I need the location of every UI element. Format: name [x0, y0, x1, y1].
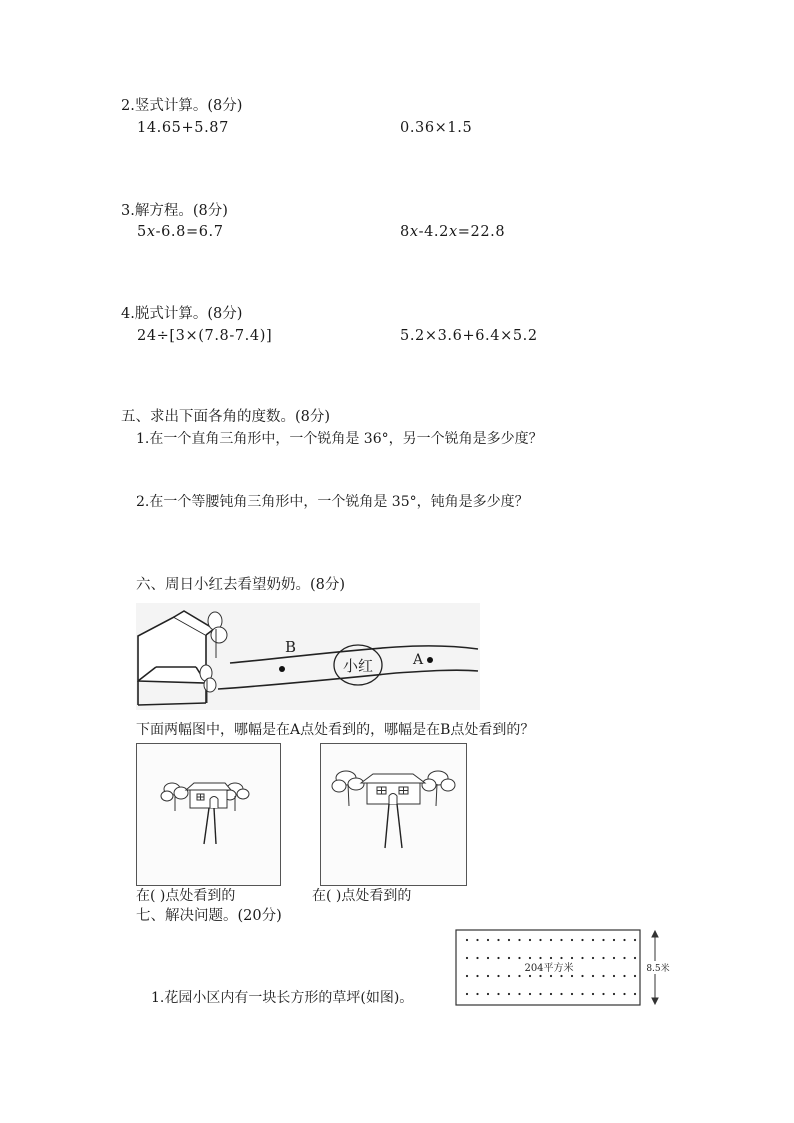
lawn-dot — [623, 993, 625, 995]
section6-question: 下面两幅图中，哪幅是在A点处看到的，哪幅是在B点处看到的？ — [136, 722, 535, 738]
lawn-dot — [476, 993, 478, 995]
tree-icon — [332, 771, 364, 806]
lawn-dot — [497, 939, 499, 941]
q3-title: 3.解方程。(8分) — [121, 203, 228, 219]
lawn-dot — [539, 993, 541, 995]
lawn-dot — [581, 939, 583, 941]
lawn-dot — [613, 993, 615, 995]
lawn-dot — [602, 939, 604, 941]
lawn-dot — [476, 957, 478, 959]
lawn-dot — [466, 993, 468, 995]
answer-blank-1[interactable]: 在( )点处看到的 — [136, 888, 236, 904]
section5-problem-1: 1.在一个直角三角形中，一个锐角是 36°，另一个锐角是多少度？ — [136, 431, 543, 447]
lawn-dot — [581, 957, 583, 959]
lawn-dot — [497, 993, 499, 995]
house-icon — [186, 783, 231, 808]
lawn-dot — [571, 993, 573, 995]
lawn-dot — [571, 957, 573, 959]
q3-equation-a: 5x-6.8=6.7 — [137, 224, 224, 240]
lawn-dot — [550, 975, 552, 977]
q2-expression-b: 0.36×1.5 — [400, 120, 473, 136]
q4-expression-b: 5.2×3.6+6.4×5.2 — [400, 328, 538, 344]
lawn-dot — [581, 975, 583, 977]
q3-equation-b: 8x-4.2x=22.8 — [400, 224, 506, 240]
view-picture-1 — [136, 743, 281, 886]
lawn-width-label: 8.5米 — [646, 964, 670, 974]
lawn-dot — [497, 975, 499, 977]
lawn-dot — [487, 993, 489, 995]
lawn-dot — [560, 939, 562, 941]
lawn-dot — [476, 939, 478, 941]
section6-title: 六、周日小红去看望奶奶。(8分) — [136, 577, 346, 593]
lawn-dot — [508, 957, 510, 959]
point-b-dot — [279, 666, 285, 672]
route-map-figure — [136, 603, 480, 710]
lawn-dot — [613, 975, 615, 977]
lawn-dot — [539, 975, 541, 977]
lawn-dot — [592, 939, 594, 941]
lawn-dot — [550, 993, 552, 995]
point-b-label: B — [285, 638, 297, 656]
lawn-dot — [571, 975, 573, 977]
lawn-dot — [602, 957, 604, 959]
lawn-dot — [518, 957, 520, 959]
lawn-dot — [487, 957, 489, 959]
lawn-dot — [560, 957, 562, 959]
lawn-dot — [613, 939, 615, 941]
lawn-dot — [508, 975, 510, 977]
lawn-dot — [476, 975, 478, 977]
lawn-dot — [539, 957, 541, 959]
house-icon — [361, 774, 425, 804]
lawn-dot — [466, 939, 468, 941]
lawn-dot — [529, 957, 531, 959]
section5-title: 五、求出下面各角的度数。(8分) — [121, 409, 331, 425]
lawn-dot — [592, 993, 594, 995]
lawn-dot — [518, 975, 520, 977]
lawn-dot — [466, 975, 468, 977]
lawn-dot — [550, 957, 552, 959]
q4-title: 4.脱式计算。(8分) — [121, 306, 243, 322]
lawn-dot — [571, 939, 573, 941]
lawn-dot — [634, 993, 636, 995]
lawn-dot — [560, 993, 562, 995]
lawn-dot — [581, 993, 583, 995]
view-picture-2 — [320, 743, 467, 886]
lawn-dot — [602, 993, 604, 995]
section5-problem-2: 2.在一个等腰钝角三角形中，一个锐角是 35°，钝角是多少度？ — [136, 494, 529, 510]
xiaohong-label: 小红 — [342, 657, 374, 675]
lawn-dot — [529, 939, 531, 941]
lawn-dot — [508, 993, 510, 995]
lawn-dot — [508, 939, 510, 941]
lawn-dot — [518, 993, 520, 995]
lawn-area-label: 204平方米 — [524, 963, 574, 974]
lawn-dot — [529, 975, 531, 977]
lawn-dot — [623, 939, 625, 941]
answer-blank-2[interactable]: 在( )点处看到的 — [312, 888, 412, 904]
q4-expression-a: 24÷[3×(7.8-7.4)] — [137, 328, 273, 344]
lawn-dot — [518, 939, 520, 941]
tree-icon — [422, 771, 455, 806]
lawn-dot — [623, 957, 625, 959]
lawn-dot — [466, 957, 468, 959]
point-a-dot — [427, 657, 433, 663]
lawn-dot — [487, 939, 489, 941]
lawn-dot — [497, 957, 499, 959]
lawn-dot — [623, 975, 625, 977]
point-a-label: A — [413, 652, 424, 668]
q2-expression-a: 14.65+5.87 — [137, 120, 229, 136]
lawn-dot — [560, 975, 562, 977]
tree-icon — [161, 783, 188, 811]
lawn-dot — [634, 957, 636, 959]
q2-title: 2.竖式计算。(8分) — [121, 98, 243, 114]
lawn-dot — [634, 975, 636, 977]
lawn-dot — [487, 975, 489, 977]
lawn-dot — [592, 975, 594, 977]
lawn-dot — [529, 993, 531, 995]
lawn-dot — [602, 975, 604, 977]
lawn-figure — [455, 928, 670, 1008]
lawn-dot — [539, 939, 541, 941]
lawn-dot — [634, 939, 636, 941]
section7-problem-1: 1.花园小区内有一块长方形的草坪(如图)。 — [151, 990, 414, 1006]
lawn-dot — [613, 957, 615, 959]
section7-title: 七、解决问题。(20分) — [136, 908, 282, 924]
lawn-dot — [550, 939, 552, 941]
lawn-dot — [592, 957, 594, 959]
